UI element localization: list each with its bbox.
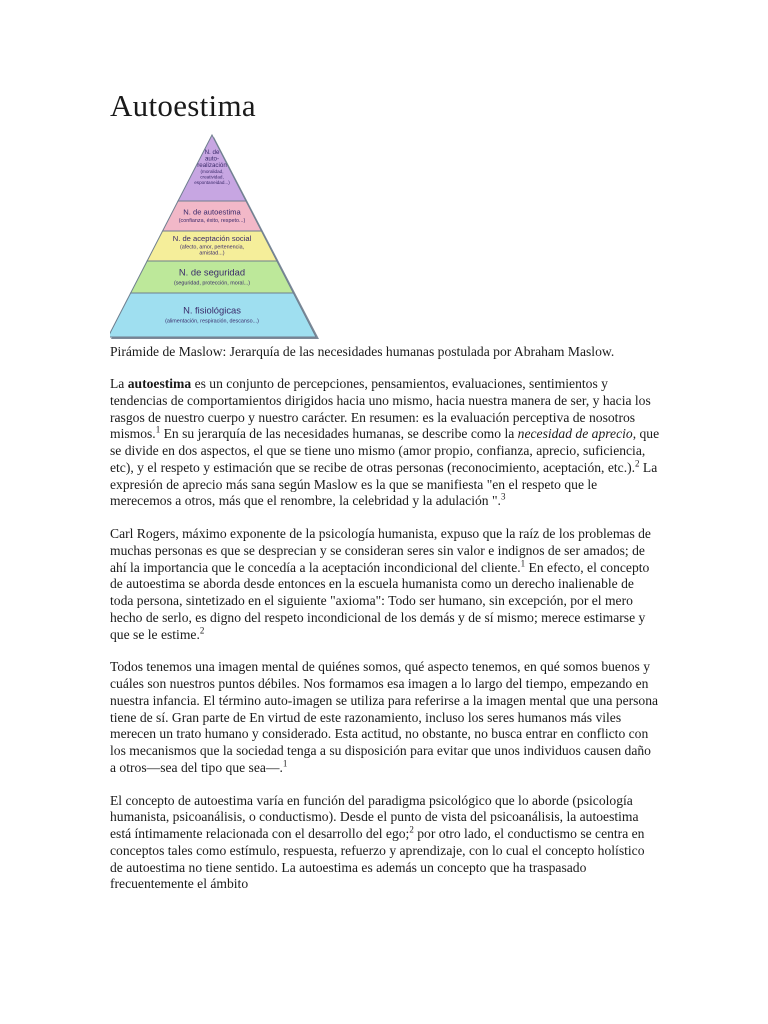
footnote-ref: 1 bbox=[282, 758, 288, 769]
text-run: es un conjunto de percepciones, pensamientos, evaluaciones, sentimientos y tendencias de comportamientos dirigidos hacia uno mismo, hacia nuestra manera de ser, y hacia los rasgos de nuestro cuerpo y nuestro carácter. En resumen: es la evaluación perceptiva de nosotros mismos. bbox=[110, 376, 651, 442]
bold-term: autoestima bbox=[127, 376, 192, 391]
text-run: El concepto de autoestima varía en función del paradigma psicológico que lo aborde (psicología humanista, psicoanálisis, o conductismo). Desde el punto de vista del psicoanálisis, la autoestima está íntimamente relacionada con el desarrollo del ego; bbox=[110, 792, 639, 841]
pyramid-level-name: N. de aceptación social bbox=[172, 234, 252, 244]
pyramid-level-name: N. de seguridad bbox=[178, 266, 246, 278]
maslow-pyramid-image bbox=[110, 133, 322, 341]
pyramid-level-detail: (afecto, amor, pertenencia, bbox=[179, 244, 245, 251]
italic-term: necesidad de aprecio bbox=[517, 426, 633, 442]
footnote-ref: 1 bbox=[520, 557, 526, 568]
footnote-ref: 2 bbox=[199, 624, 205, 635]
paragraph-4 bbox=[110, 793, 660, 894]
text-run: La expresión de aprecio más sana según Maslow es la que se manifiesta "en el respeto que le merecemos a otros, más que el renombre, la celebridad y la adulación ". bbox=[110, 459, 658, 509]
pyramid-level-name: realización bbox=[197, 161, 227, 169]
footnote-ref: 2 bbox=[635, 458, 640, 469]
pyramid-level-name: auto- bbox=[204, 155, 220, 163]
pyramid-level-detail: creatividad, bbox=[200, 174, 224, 180]
pyramid-level-detail: (moralidad, bbox=[200, 169, 224, 175]
text-run: En su jerarquía de las necesidades humanas, se describe como la bbox=[160, 426, 518, 442]
text-run: Carl Rogers, máximo exponente de la psicología humanista, expuso que la raíz de los problemas de muchas personas es que se desprecian y se consideran seres sin valor e indignos de ser amados; de ahí la importancia que le concedía a la aceptación incondicional del cliente. bbox=[110, 526, 651, 575]
pyramid-level-detail: (alimentación, respiración, descanso...) bbox=[165, 318, 259, 325]
text-run: La bbox=[110, 376, 128, 391]
footnote-ref: 3 bbox=[500, 491, 506, 502]
text-run: , que se divide en dos aspectos, el que se tiene uno mismo (amor propio, confianza, aprecio, suficiencia, etc), y el respeto y estimación que se recibe de otras personas (reconocimiento, aceptación, etc.). bbox=[110, 426, 660, 475]
paragraph-3 bbox=[110, 659, 660, 776]
paragraph-1 bbox=[110, 376, 660, 510]
pyramid-level-detail: amistad...) bbox=[199, 250, 225, 257]
document-page bbox=[110, 88, 660, 893]
text-run: En efecto, el concepto de autoestima se aborda desde entonces en la escuela humanista como un derecho inalienable de toda persona, sintetizado en el siguiente "axioma": Todo ser humano, sin excepción, por el mero hecho de serlo, es digno del respeto incondicional de los demás y de sí mismo; merece estimarse y que se le estime. bbox=[110, 559, 650, 642]
pyramid-level-detail: (seguridad, protección, moral...) bbox=[173, 280, 251, 287]
maslow-pyramid-figure bbox=[110, 133, 322, 341]
figure-caption: Pirámide de Maslow: Jerarquía de las necesidades humanas postulada por Abraham Maslow. bbox=[110, 344, 615, 359]
page-title: Autoestima bbox=[110, 88, 256, 123]
paragraph-2 bbox=[110, 526, 660, 643]
article-body bbox=[110, 376, 660, 893]
pyramid-level-name: N. fisiológicas bbox=[183, 304, 241, 316]
text-run: Todos tenemos una imagen mental de quiénes somos, qué aspecto tenemos, en qué somos buenos y cuáles son nuestros puntos débiles. Nos formamos esa imagen a lo largo del tiempo, empezando en nuestra infancia. El término auto-imagen se utiliza para referirse a la imagen mental que una persona tiene de sí. Gran parte de En virtud de este razonamiento, incluso los seres humanos más viles merecen un trato humano y considerado. Esta actitud, no obstante, no busca entrar en conflicto con los mecanismos que la sociedad tenga a su disposición para evitar que unos individuos causen daño a otros—sea del tipo que sea—. bbox=[110, 659, 659, 775]
pyramid-level-detail: (confianza, éxito, respeto...) bbox=[178, 217, 246, 224]
text-run: por otro lado, el conductismo se centra en conceptos tales como estímulo, respuesta, refuerzo y aprendizaje, con lo cual el concepto holístico de autoestima no tiene sentido. La autoestima es además un concepto que ha traspasado frecuentemente el ámbito bbox=[110, 826, 645, 892]
pyramid-level-name: N. de autoestima bbox=[183, 207, 241, 217]
footnote-ref: 2 bbox=[409, 824, 414, 835]
footnote-ref: 1 bbox=[155, 424, 161, 435]
pyramid-level-name: N. de bbox=[204, 149, 220, 156]
pyramid-level-detail: espontaneidad...) bbox=[194, 180, 230, 186]
